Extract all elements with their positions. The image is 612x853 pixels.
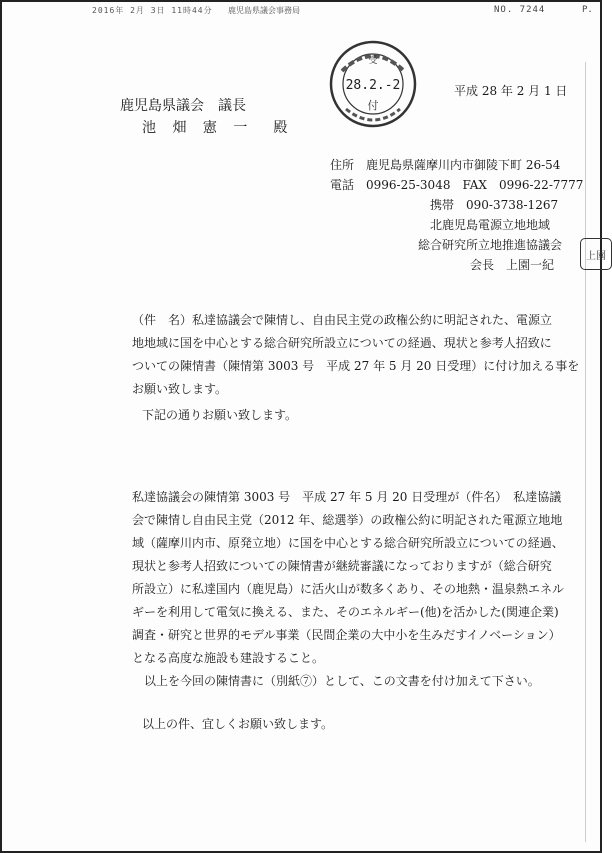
detail-line: 現状と参考人招致についての陳情書が継続審議になっておりますが（総合研究 [132,559,552,573]
fax-header-sender: 鹿児島県議会事務局 [228,6,300,15]
sender-address: 住所 鹿児島県薩摩川内市御陵下町 26-54 [330,158,561,172]
closing-line: 以上の件、宜しくお願い致します。 [142,717,334,731]
subject-line: （件 名）私達協議会で陳情し、自由民主党の政権公約に明記された、電源立 [132,313,553,327]
fax-number: NO. 7244 [494,5,546,15]
detail-line: 調査・研究と世界的モデル事業（民間企業の大中小を生みだすイノベーション） [132,628,561,642]
fax-page-mark: P. [582,5,593,15]
seal-stamp [580,238,612,270]
detail-line: となる高度な施設も建設すること。 [132,651,325,665]
detail-line: 私達協議会の陳情第 3003 号 平成 27 年 5 月 20 日受理が（件名） 私達協議 [132,490,562,504]
scan-edge-line [585,62,586,842]
detail-paragraph [132,486,565,693]
subject-paragraph [132,309,580,401]
subject-line: 地地域に国を中心とする総合研究所設立についての経過、現状と参考人招致に [132,336,552,350]
svg-text:付: 付 [367,99,379,112]
sender-mobile: 携帯 090-3738-1267 [430,198,559,212]
seal-text: 上園 [586,250,606,262]
subject-line: ついての陳情書（陳情第 3003 号 平成 27 年 5 月 20 日受理）に付け加える事を [132,359,580,373]
sender-block [330,155,583,275]
svg-text:受: 受 [368,56,378,66]
detail-line: 会で陳情し自由民主党（2012 年、総選挙）の政権公約に明記された電源立地地 [132,513,563,527]
detail-line: 域（薩摩川内市、原発立地）に国を中心とする総合研究所設立についての経過、 [132,536,564,550]
addressee-title: 鹿児島県議会 議長 [120,98,246,114]
detail-line: ギーを利用して電気に換える、また、そのエネルギー(他)を活かした(関連企業) [132,605,559,619]
sender-org-line1: 北鹿児島電源立地地域 [430,218,551,232]
svg-text:28.2.-2: 28.2.-2 [345,78,401,93]
detail-line: 以上を今回の陳情書に（別紙⑦）として、この文書を付け加えて下さい。 [132,674,540,688]
document-date: 平成 28 年 2 月 1 日 [454,84,568,98]
addressee-name: 池 畑 憲 一 殿 [142,120,294,136]
fax-header-timestamp: 2016年 2月 3日 11時44分 [92,6,213,15]
reception-stamp [328,39,418,129]
request-intro: 下記の通りお願い致します。 [142,408,298,422]
sender-phone-fax: 電話 0996-25-3048 FAX 0996-22-7777 [330,178,584,192]
stamp-icon [328,39,418,129]
subject-line: お願い致します。 [132,382,228,396]
sender-chair: 会長 上園一紀 [470,258,555,272]
detail-line: 所設立）に私達国内（鹿児島）に活火山が数多くあり、その地熱・温泉熱エネル [132,582,565,596]
addressee [120,95,293,139]
sender-org-line2: 総合研究所立地推進協議会 [418,238,563,252]
